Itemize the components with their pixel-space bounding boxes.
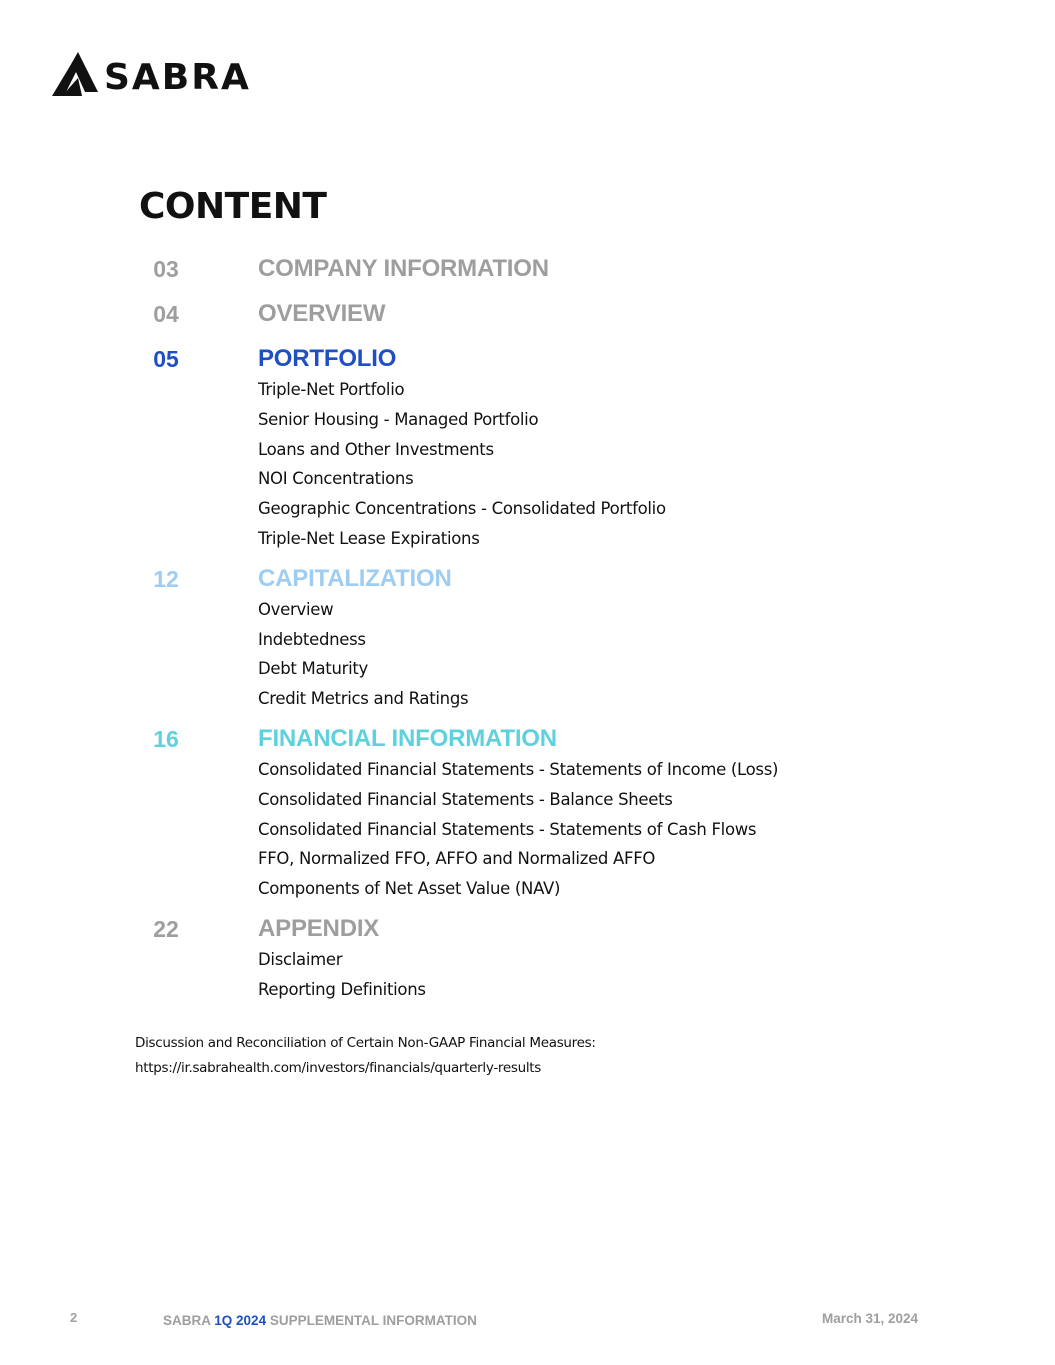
toc-item[interactable]: Consolidated Financial Statements - Balance Sheets — [258, 789, 673, 809]
toc-section-number: 05 — [153, 346, 179, 372]
note-text: Discussion and Reconciliation of Certain Non-GAAP Financial Measures: — [135, 1035, 596, 1051]
toc-section — [0, 722, 1055, 912]
toc-item[interactable]: Consolidated Financial Statements - Statements of Income (Loss) — [258, 759, 779, 779]
toc-item-list — [0, 595, 1055, 722]
footer-brand: SABRA — [163, 1313, 211, 1328]
toc-item[interactable]: Components of Net Asset Value (NAV) — [258, 879, 561, 899]
footer-period: 1Q 2024 — [214, 1313, 267, 1328]
toc-item[interactable]: Triple-Net Portfolio — [258, 380, 405, 399]
toc-section-title[interactable]: PORTFOLIO — [258, 345, 397, 372]
toc-section-number: 04 — [153, 301, 179, 327]
toc-section-title[interactable]: COMPANY INFORMATION — [258, 255, 549, 282]
toc-section-title[interactable]: OVERVIEW — [258, 300, 386, 327]
toc-item[interactable]: Loans and Other Investments — [258, 439, 494, 459]
note-url-link[interactable]: https://ir.sabrahealth.com/investors/financials/quarterly-results — [135, 1060, 542, 1076]
toc-item[interactable]: Reporting Definitions — [258, 979, 426, 999]
toc-section — [0, 252, 1055, 297]
toc-item[interactable]: NOI Concentrations — [258, 469, 414, 489]
toc-section-number: 22 — [153, 915, 179, 942]
table-of-contents — [0, 252, 1055, 1013]
toc-item-list — [0, 945, 1055, 1013]
sabra-logo — [52, 52, 297, 98]
non-gaap-note — [135, 1031, 596, 1081]
toc-item[interactable]: Debt Maturity — [258, 659, 369, 679]
toc-item[interactable]: Credit Metrics and Ratings — [258, 689, 469, 709]
sabra-chevron-logo-icon — [52, 52, 297, 98]
toc-section-number: 12 — [153, 565, 179, 592]
toc-section-title[interactable]: APPENDIX — [258, 914, 380, 942]
toc-item[interactable]: Consolidated Financial Statements - Statements of Cash Flows — [258, 819, 757, 839]
toc-section — [0, 912, 1055, 1013]
toc-section — [0, 342, 1055, 562]
toc-section-number: 03 — [153, 256, 179, 282]
page-title: CONTENT — [139, 186, 327, 227]
toc-section — [0, 297, 1055, 342]
toc-item[interactable]: Indebtedness — [258, 629, 366, 649]
toc-item[interactable]: FFO, Normalized FFO, AFFO and Normalized AFFO — [258, 849, 656, 869]
toc-item-list — [0, 755, 1055, 912]
toc-item[interactable]: Senior Housing - Managed Portfolio — [258, 409, 539, 429]
toc-section-title[interactable]: FINANCIAL INFORMATION — [258, 724, 557, 752]
toc-section-header[interactable] — [0, 297, 1055, 342]
footer-date: March 31, 2024 — [822, 1311, 919, 1326]
toc-item-list — [0, 375, 1055, 562]
svg-text:SABRA: SABRA — [104, 57, 251, 98]
toc-section-header[interactable] — [0, 252, 1055, 297]
toc-item[interactable]: Disclaimer — [258, 949, 343, 969]
footer-label: SUPPLEMENTAL INFORMATION — [269, 1313, 477, 1328]
toc-section — [0, 562, 1055, 722]
toc-section-title[interactable]: CAPITALIZATION — [258, 564, 452, 592]
toc-item[interactable]: Geographic Concentrations - Consolidated Portfolio — [258, 499, 666, 519]
footer-document-label — [163, 1313, 477, 1328]
toc-item[interactable]: Overview — [258, 599, 334, 619]
footer-page-number: 2 — [70, 1310, 78, 1325]
toc-item[interactable]: Triple-Net Lease Expirations — [258, 528, 480, 548]
toc-section-number: 16 — [153, 725, 179, 752]
